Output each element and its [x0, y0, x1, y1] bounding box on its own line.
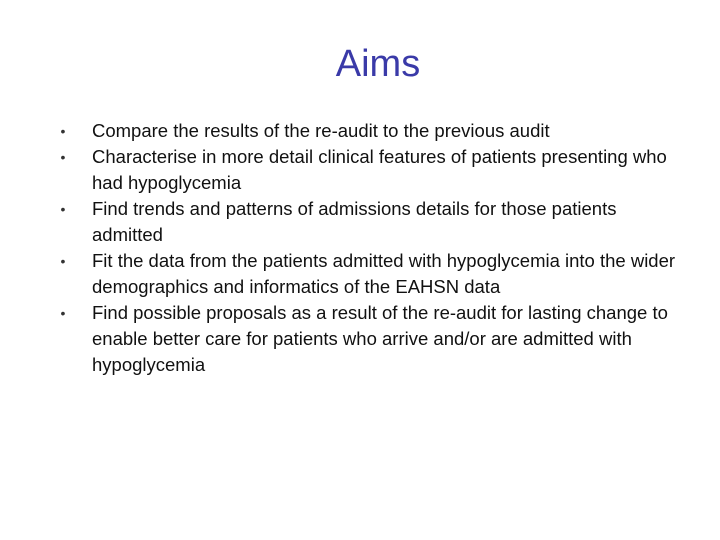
- bullet-text: Find possible proposals as a result of the re-audit for lasting change to enable better care for patients who arrive and/or are admitted with hypoglycemia: [92, 302, 668, 375]
- bullet-item-1: [56, 118, 676, 144]
- bullet-item-3: [56, 196, 676, 248]
- bullet-text: Characterise in more detail clinical features of patients presenting who had hypoglycemia: [92, 146, 667, 193]
- bullet-list: [56, 118, 676, 378]
- bullet-dot-icon: •: [60, 149, 66, 165]
- bullet-dot-icon: •: [60, 253, 66, 269]
- slide-title: Aims: [335, 43, 421, 85]
- bullet-item-2: [56, 144, 676, 196]
- bullet-text: Fit the data from the patients admitted with hypoglycemia into the wider demographics and informatics of the EAHSN data: [92, 250, 676, 297]
- bullet-dot-icon: •: [60, 201, 66, 217]
- bullet-item-5: [56, 300, 676, 378]
- bullet-dot-icon: •: [60, 305, 66, 321]
- bullet-text: Find trends and patterns of admissions details for those patients admitted: [92, 198, 617, 245]
- bullet-item-4: [56, 248, 676, 300]
- bullet-text: Compare the results of the re-audit to the previous audit: [92, 120, 550, 141]
- bullet-dot-icon: •: [60, 123, 66, 139]
